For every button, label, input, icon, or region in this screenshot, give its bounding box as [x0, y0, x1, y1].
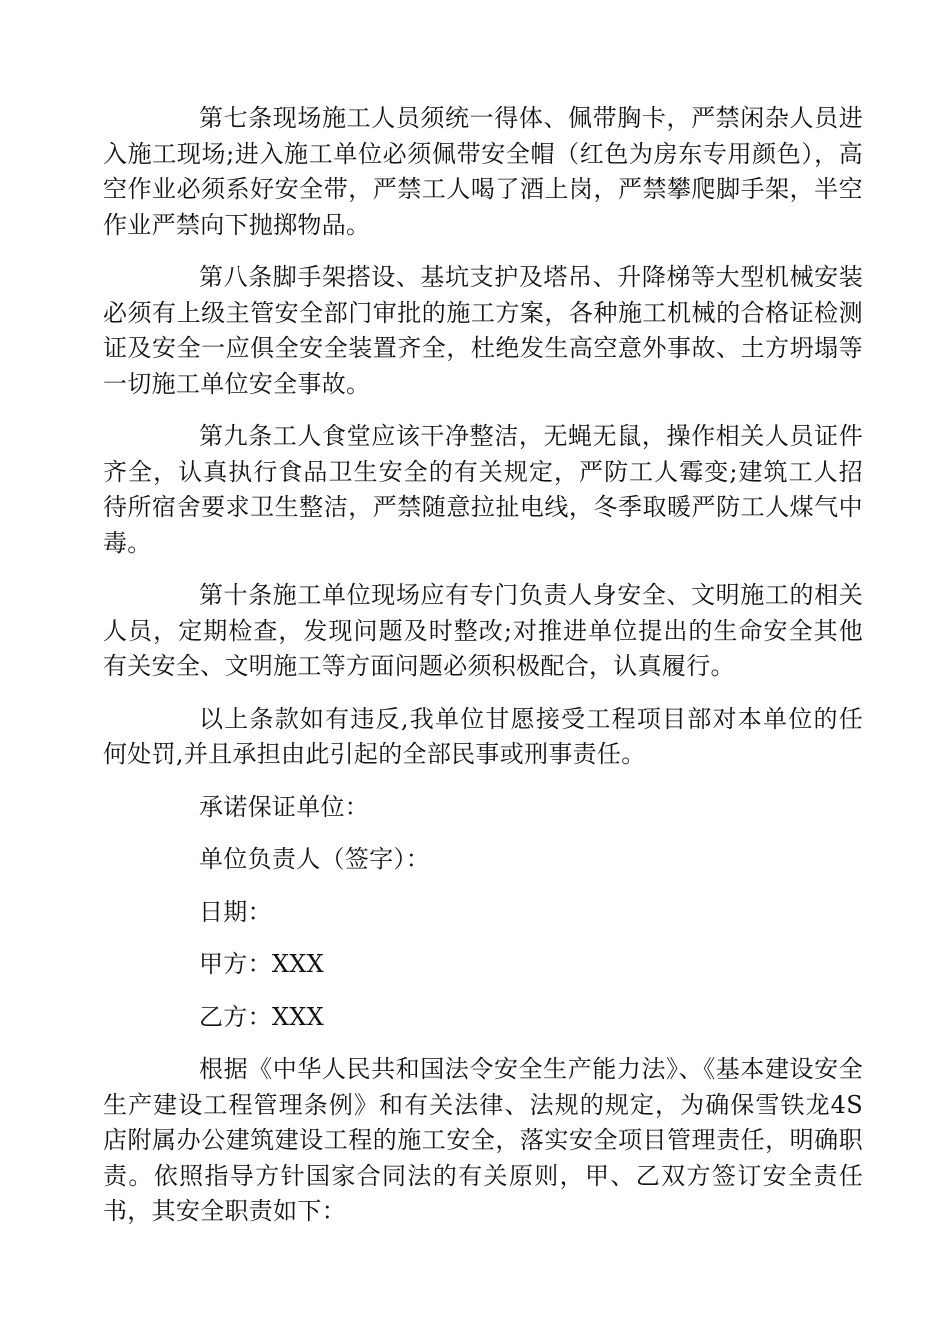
article-7-paragraph: 第七条现场施工人员须统一得体、佩带胸卡，严禁闲杂人员进入施工现场;进入施工单位必须佩带安全帽（红色为房东专用颜色），高空作业必须系好安全带，严禁工人喝了酒上岗，严禁攀爬脚手架，半空作业严禁向下抛掷物品。: [103, 104, 863, 239]
date-label: 日期：: [199, 897, 272, 926]
responsible-signature-label: 单位负责人（签字）：: [199, 845, 430, 873]
document-body: [103, 101, 863, 1247]
liability-paragraph: 以上条款如有违反,我单位甘愿接受工程项目部对本单位的任何处罚,并且承担由此引起的全部民事或刑事责任。: [103, 704, 863, 768]
article-8-paragraph: 第八条脚手架搭设、基坑支护及塔吊、升降梯等大型机械安装必须有上级主管安全部门审批的施工方案，各种施工机械的合格证检测证及安全一应俱全安全装置齐全，杜绝发生高空意外事故、土方坍塌等一切施工单位安全事故。: [103, 263, 863, 398]
article-9-paragraph: 第九条工人食堂应该干净整洁，无蝇无鼠，操作相关人员证件齐全，认真执行食品卫生安全的有关规定，严防工人霉变;建筑工人招待所宿舍要求卫生整洁，严禁随意拉扯电线，冬季取暖严防工人煤气中毒。: [103, 422, 863, 557]
guarantor-label: 承诺保证单位：: [199, 792, 370, 821]
closing-paragraph: 根据《中华人民共和国法令安全生产能力法》、《基本建设安全生产建设工程管理条例》和有关法律、法规的规定，为确保雪铁龙4S店附属办公建筑建设工程的施工安全，落实安全项目管理责任，明确职责。依照指导方针国家合同法的有关原则，甲、乙双方签订安全责任书，其安全职责如下：: [103, 1055, 863, 1225]
party-b-label: 乙方：XXX: [199, 1002, 325, 1031]
article-10-paragraph: 第十条施工单位现场应有专门负责人身安全、文明施工的相关人员，定期检查，发现问题及时整改;对推进单位提出的生命安全其他有关安全、文明施工等方面问题必须积极配合，认真履行。: [103, 581, 863, 680]
party-a-label: 甲方：XXX: [199, 950, 325, 978]
